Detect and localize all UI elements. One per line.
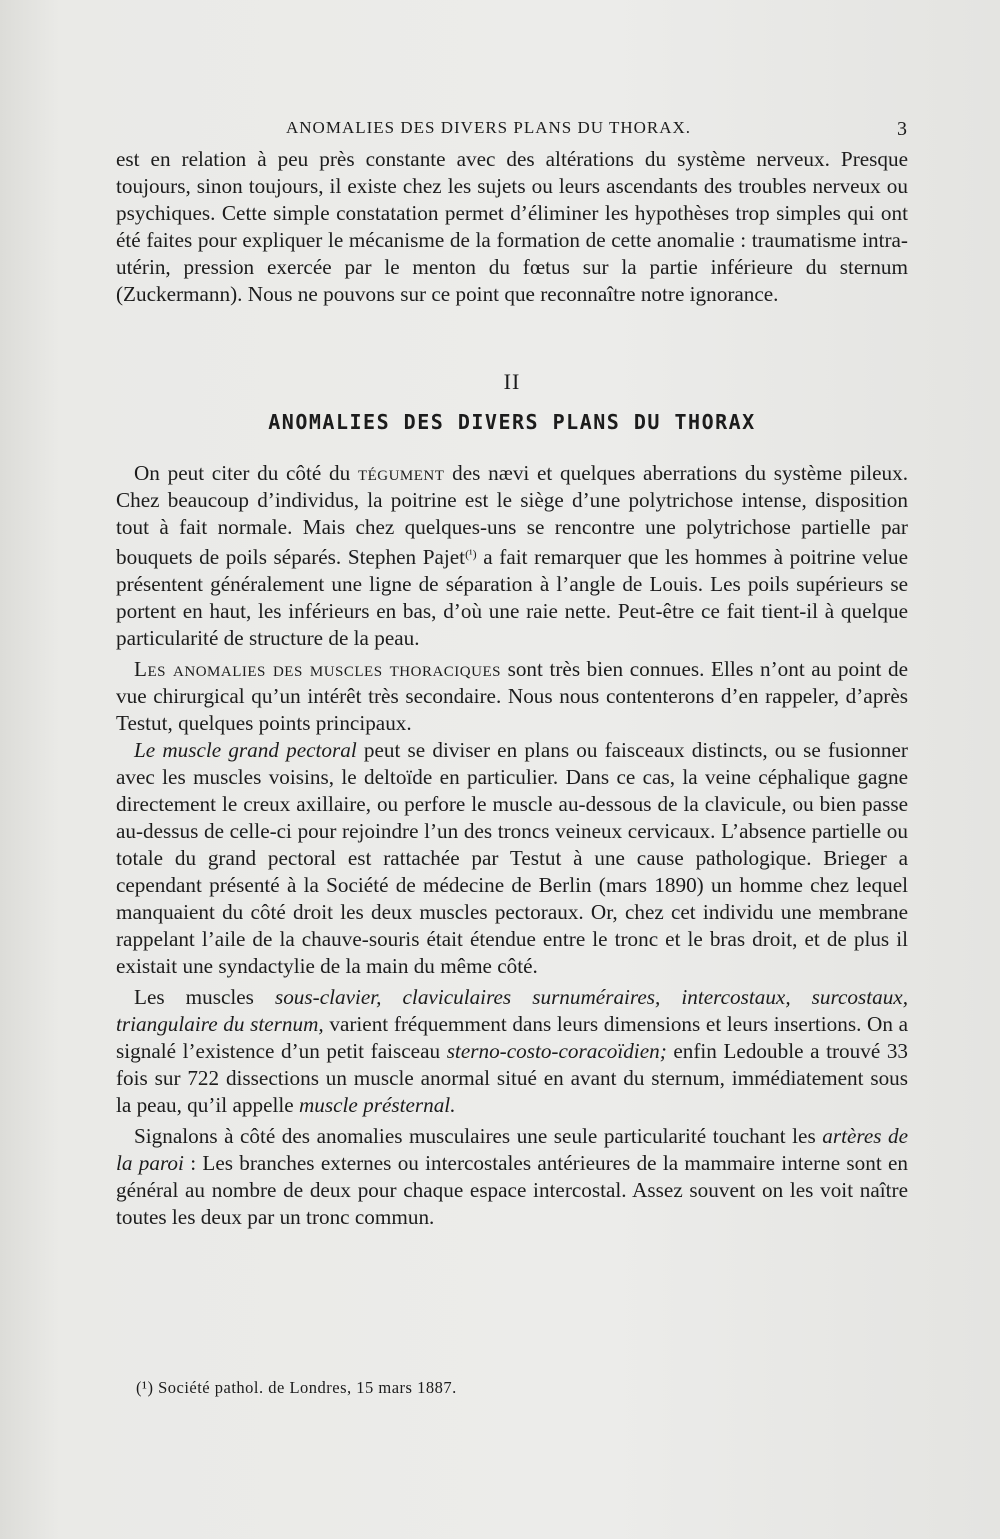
paragraph-other-muscles — [116, 984, 908, 1119]
paragraph-grand-pectoral — [116, 737, 908, 980]
footnote-reference: (¹) — [465, 547, 477, 561]
small-caps-term: Les anomalies des muscles thoraciques — [134, 657, 501, 681]
paragraph-muscles — [116, 656, 908, 737]
italic-term: artères de la paroi — [116, 1124, 908, 1175]
paragraph-text: sont très bien connues. Elles n’ont au point de vue chirurgical qu’un intérêt très secondaire. Nous nous contenterons d’en rappeler, d’après Testut, quelques points principaux. — [116, 657, 909, 735]
paragraph-arteries — [116, 1123, 908, 1231]
paragraph-text: est en relation à peu près constante avec des altérations du système nerveux. Presque toujours, sinon toujours, il existe chez les sujets ou leurs ascendants des troubles nerveux ou psychiques. Cette simple constatation permet d’éliminer les hypothèses trop simples qui ont été faites pour expliquer le mécanisme de la formation de cette anomalie : traumatisme intra-utérin, pression exercée par le menton du fœtus sur la partie inférieure du sternum (Zuckermann). Nous ne pouvons sur ce point que reconnaître notre ignorance. — [116, 147, 908, 306]
paragraph-text: varient fréquemment dans leurs dimensions et leurs insertions. On a signalé l’existence d’un petit faisceau — [116, 1012, 908, 1063]
paragraph-text: On peut citer du côté du — [134, 461, 351, 485]
italic-term: sous-clavier, claviculaires surnuméraires, intercostaux, surcostaux, triangulaire du sternum, — [116, 985, 909, 1036]
section-number: II — [503, 369, 521, 394]
body-text — [116, 146, 908, 1231]
running-title: ANOMALIES DES DIVERS PLANS DU THORAX. — [286, 118, 692, 137]
small-caps-term: tégument — [357, 461, 445, 485]
paragraph-text: des nævi et quelques aberrations du système pileux. Chez beaucoup d’individus, la poitrine est le siège d’une polytrichose intense, disposition tout à fait normale. Mais chez quelques-uns se rencontre une polytrichose partielle par bouquets de poils séparés. Stephen Pajet — [116, 461, 908, 569]
paragraph-text: Les muscles — [134, 985, 254, 1009]
italic-term: sterno-costo-coracoïdien; — [446, 1039, 667, 1063]
paragraph-tegument — [116, 460, 908, 652]
footnote-marker: (¹) — [136, 1378, 154, 1397]
paragraph-continuation — [116, 146, 908, 308]
paragraph-text: peut se diviser en plans ou faisceaux distincts, ou se fusionner avec les muscles voisins, le deltoïde en particulier. Dans ce cas, la veine céphalique gagne directement le creux axillaire, ou perfore le muscle au-dessous de la clavicule, ou bien passe au-dessus de celle-ci pour rejoindre l’un des troncs veineux cervicaux. L’absence partielle ou totale du grand pectoral est rattachée par Testut à une cause pathologique. Brieger a cependant présenté à la Société de médecine de Berlin (mars 1890) un homme chez lequel manquaient du côté droit les deux muscles pectoraux. Or, chez cet individu une membrane rappelant l’aile de la chauve-souris était étendue entre le tronc et le bras droit, et de plus il existait une syndactylie de la main du même côté. — [116, 738, 908, 978]
italic-term: Le muscle grand pectoral — [134, 738, 357, 762]
paragraph-text: a fait remarquer que les hommes à poitrine velue présentent généralement une ligne de séparation à l’angle de Louis. Les poils supérieurs se portent en haut, les inférieurs en bas, d’où une raie nette. Peut-être ce fait tient-il à quelque particularité de structure de la peau. — [116, 545, 909, 650]
paragraph-text: : Les branches externes ou intercostales antérieures de la mammaire interne sont en général au nombre de deux pour chaque espace intercostal. Assez souvent on les voit naître toutes les deux par un tronc commun. — [116, 1151, 909, 1229]
section-title: ANOMALIES DES DIVERS PLANS DU THORAX — [268, 410, 756, 434]
paragraph-text: enfin Ledouble a trouvé 33 fois sur 722 dissections un muscle anormal situé en avant du sternum, immédiatement sous la peau, qu’il appelle — [116, 1039, 909, 1117]
running-header — [116, 118, 908, 142]
page-number: 3 — [897, 118, 908, 140]
paragraph-text: Signalons à côté des anomalies musculaires une seule particularité touchant les — [134, 1124, 816, 1148]
footnote — [136, 1378, 457, 1398]
footnote-text: Société pathol. de Londres, 15 mars 1887. — [158, 1378, 457, 1397]
italic-term: muscle présternal. — [298, 1093, 456, 1117]
